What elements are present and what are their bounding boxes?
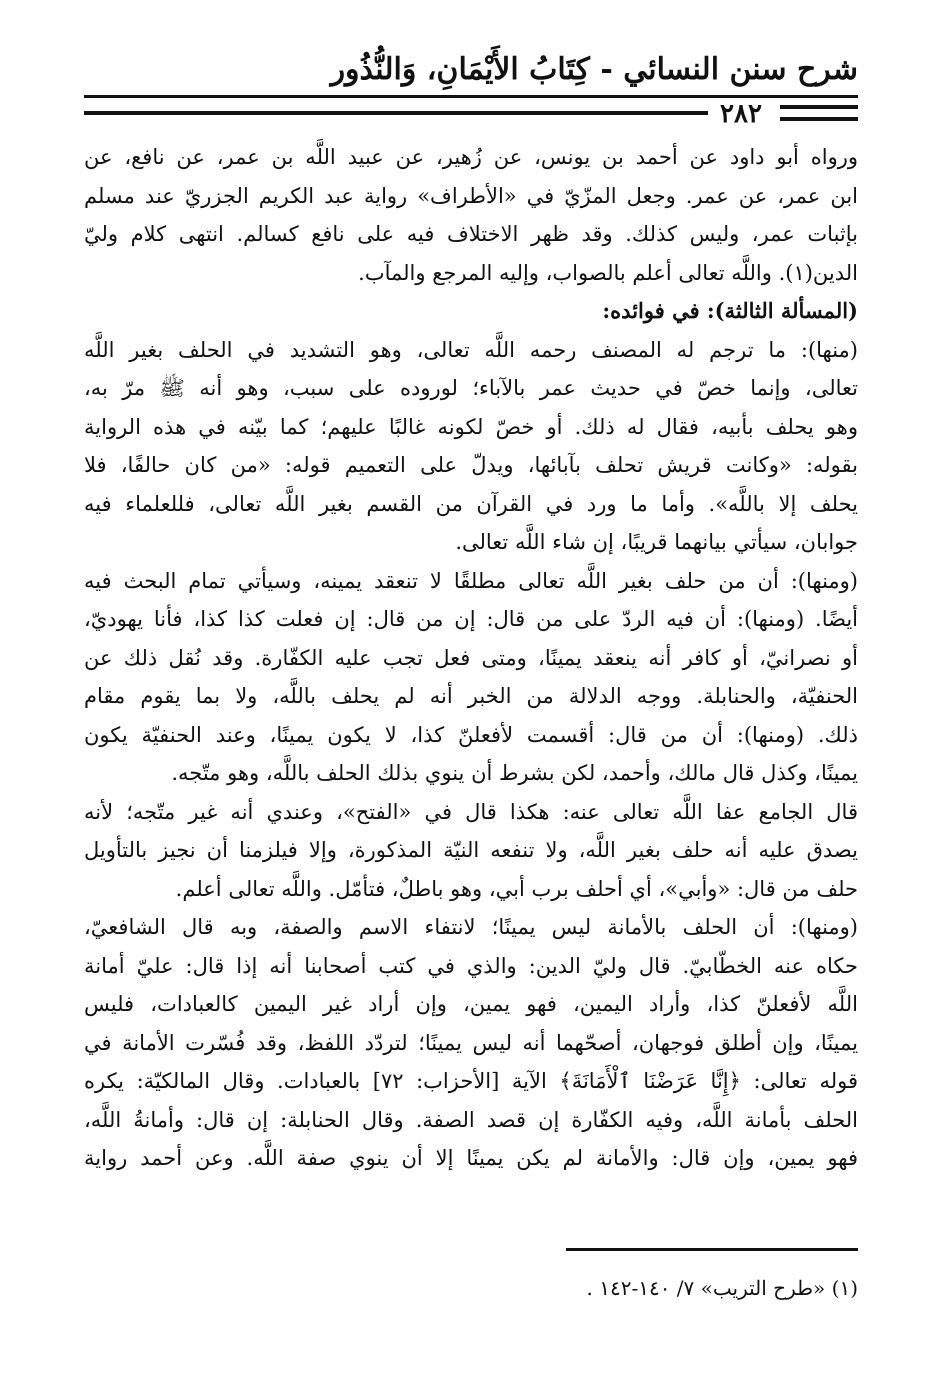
page-header — [84, 48, 858, 129]
body-line: الحلف بأمانة اللَّه، وفيه الكفّارة إن قصد الصفة. وقال الحنابلة: إن قال: وأمانةُ اللَّه، — [84, 1107, 858, 1132]
section-heading: (المسألة الثالثة): في فوائده: — [602, 298, 858, 323]
body-text — [84, 138, 858, 1178]
header-rule-row — [84, 99, 858, 129]
body-line: حكاه عنه الخطّابيّ. قال وليّ الدين: والذي في كتب أصحابنا أنه إذا قال: عليّ أمانة — [84, 953, 858, 978]
body-line: (منها): ما ترجم له المصنف رحمه اللَّه تعالى، وهو التشديد في الحلف بغير اللَّه — [84, 337, 858, 362]
body-line: يمينًا، وإن أطلق فوجهان، أصحّهما أنه ليس يمينًا؛ لتردّد اللفظ، وقد فُسّرت الأمانة في — [84, 1030, 858, 1055]
header-rule-long — [84, 111, 708, 115]
body-line: بإثبات عمر، وليس كذلك. وقد ظهر الاختلاف فيه على نافع كسالم. انتهى كلام وليّ — [84, 222, 858, 246]
body-line: ابن عمر، عن عمر. وجعل المزّيّ في «الأطراف» رواية عبد الكريم الجزريّ عند مسلم — [84, 183, 858, 208]
body-line: تعالى، وإنما خصّ في حديث عمر بالآباء؛ لوروده على سبب، وهو أنه ﷺ مرّ به، — [84, 376, 858, 400]
body-line: ورواه أبو داود عن أحمد بن يونس، عن زُهير، عن عبيد اللَّه بن عمر، عن نافع، عن — [84, 145, 858, 169]
body-line: الدين(١). واللَّه تعالى أعلم بالصواب، وإليه المرجع والمآب. — [358, 260, 858, 285]
header-rule — [84, 95, 858, 98]
body-line: بقوله: «وكانت قريش تحلف بآبائها، ويدلّ على التعميم قوله: «من كان حالفًا، فلا — [84, 453, 858, 477]
body-line: يمينًا، وكذل قال مالك، وأحمد، لكن بشرط أن ينوي بذلك الحلف باللَّه، وهو متّجه. — [171, 761, 858, 785]
header-rule-short-lower — [780, 117, 858, 121]
body-line: حلف من قال: «وأبي»، أي أحلف برب أبي، وهو باطلٌ، فتأمّل. واللَّه تعالى أعلم. — [175, 876, 858, 901]
body-line: جوابان، سيأتي بيانهما قريبًا، إن شاء اللَّه تعالى. — [455, 530, 858, 554]
footnote: (١) «طرح التريب» ٧/ ١٤٠-١٤٢ . — [586, 1276, 858, 1300]
running-title: شرح سنن النسائي - كِتَابُ الأَيْمَانِ، وَالنُّذُور — [330, 52, 858, 87]
body-line: (ومنها): أن الحلف بالأمانة ليس يمينًا؛ لانتفاء الاسم والصفة، وبه قال الشافعيّ، — [84, 915, 858, 939]
body-line: أو نصرانيّ، أو كافر أنه ينعقد يمينًا، ومتى فعل تجب عليه الكفّارة. وقد نُقل ذلك عن — [84, 645, 858, 670]
body-line: اللَّه لأفعلنّ كذا، وأراد اليمين، فهو يمين، وإن أراد غير اليمين كالعبادات، فليس — [84, 992, 858, 1016]
body-line: ذلك. (ومنها): أن من قال: أقسمت لأفعلنّ كذا، لا يكون يمينًا، وعند الحنفيّة يكون — [84, 722, 858, 747]
footnote-rule — [566, 1248, 858, 1251]
body-line: الحنفيّة، والحنابلة. ووجه الدلالة من الخبر أنه لم يحلف باللَّه، ولا بما يقوم مقام — [84, 684, 858, 708]
body-line: (ومنها): أن من حلف بغير اللَّه تعالى مطلقًا لا تنعقد يمينه، وسيأتي تمام البحث فيه — [84, 568, 858, 593]
body-line: يحلف إلا باللَّه». وأما ما ورد في القرآن من القسم بغير اللَّه تعالى، فللعلماء فيه — [84, 491, 858, 516]
body-line: أيضًا. (ومنها): أن فيه الردّ على من قال: إن من قال: إن فعلت كذا كذا، فأنا يهوديّ، — [84, 607, 858, 631]
page-number: ٢٨٢ — [720, 99, 762, 129]
body-line: فهو يمين، وإن قال: والأمانة لم يكن يمينًا إلا أن ينوي صفة اللَّه. وعن أحمد رواية — [84, 1146, 858, 1170]
body-line: وهو يحلف بأبيه، فقال له ذلك. أو خصّ لكونه غالبًا عليهم؛ كما بيّنه في هذه الرواية — [84, 414, 858, 439]
header-rule-short-upper — [780, 105, 858, 109]
body-line: قوله تعالى: ﴿إِنَّا عَرَضْنَا ٱلْأَمَانَةَ﴾ الآية [الأحزاب: ٧٢] بالعبادات. وقال المالكيّة: يكره — [84, 1069, 858, 1093]
body-line: قال الجامع عفا اللَّه تعالى عنه: هكذا قال في «الفتح»، وعندي أنه غير متّجه؛ لأنه — [84, 799, 858, 824]
body-line: يصدق عليه أنه حلف بغير اللَّه، ولا تنفعه النيّة المذكورة، وإلا فيلزمنا أن نجيز بالتأويل — [84, 838, 858, 862]
